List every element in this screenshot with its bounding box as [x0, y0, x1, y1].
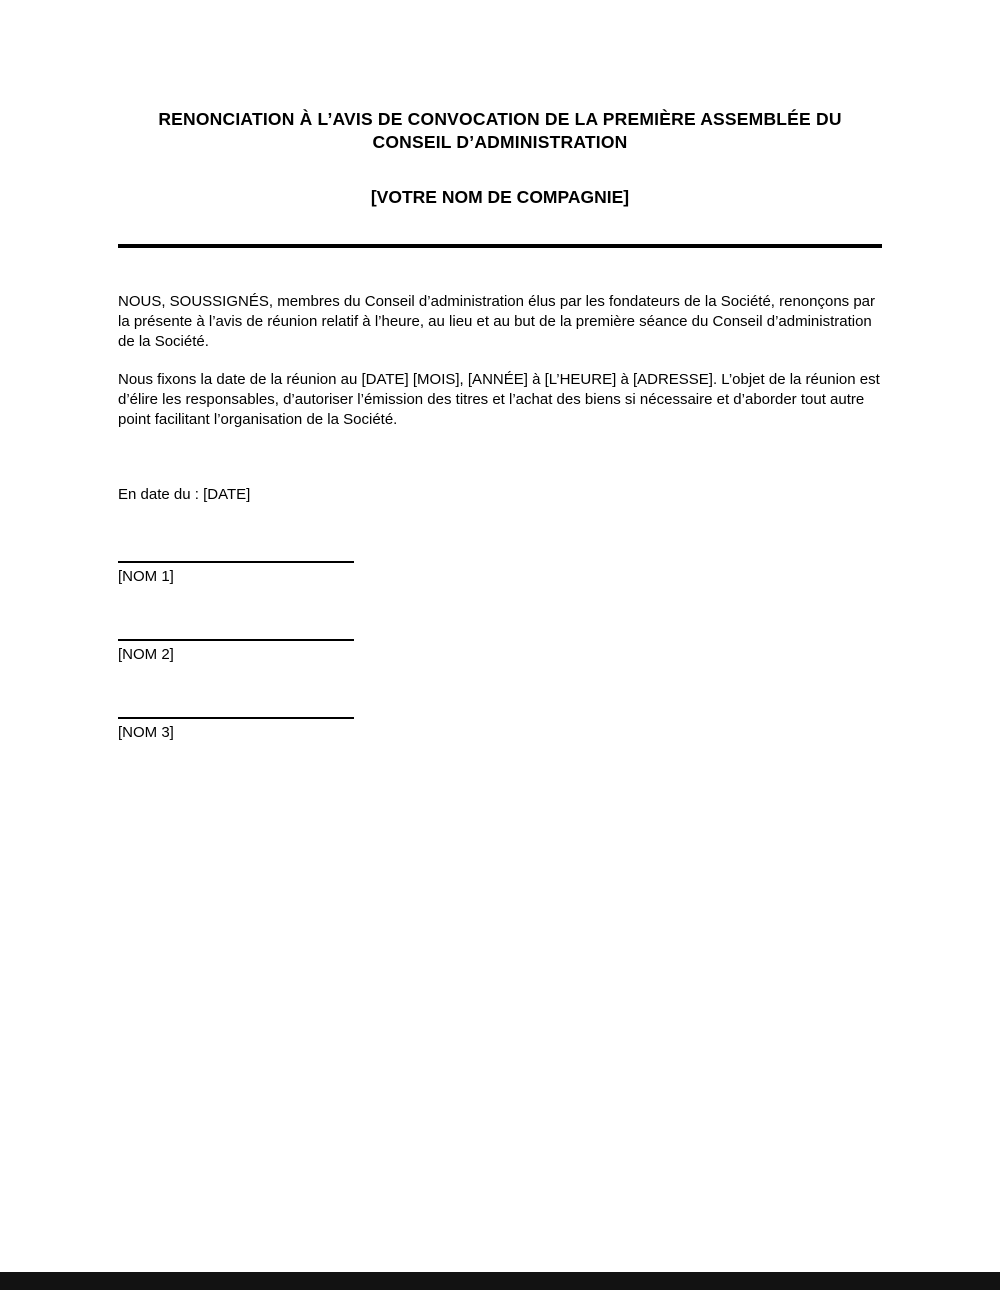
signature-name-label-1: [NOM 1] — [118, 567, 174, 585]
title-divider-rule — [118, 244, 882, 248]
signature-name-label-3: [NOM 3] — [118, 723, 174, 741]
company-name-placeholder: [VOTRE NOM DE COMPAGNIE] — [370, 187, 630, 208]
date-line: En date du : [DATE] — [118, 485, 251, 503]
signature-name-label-2: [NOM 2] — [118, 645, 174, 663]
signature-block-1 — [118, 561, 354, 585]
document-content — [118, 108, 882, 741]
signature-line-3 — [118, 717, 354, 719]
signature-line-1 — [118, 561, 354, 563]
paragraph-waiver-statement: NOUS, SOUSSIGNÉS, membres du Conseil d’administration élus par les fondateurs de la Société, renonçons par la présente à l’avis de réunion relatif à l’heure, au lieu et au but de la première séance du Conseil d’administration de la Société. — [118, 293, 876, 351]
signature-block-3 — [118, 717, 354, 741]
document-title: RENONCIATION À L’AVIS DE CONVOCATION DE LA PREMIÈRE ASSEMBLÉE DU CONSEIL D’ADMINISTRATION — [158, 109, 842, 153]
signature-block-2 — [118, 639, 354, 663]
paragraph-meeting-details: Nous fixons la date de la réunion au [DATE] [MOIS], [ANNÉE] à [L’HEURE] à [ADRESSE]. L’objet de la réunion est d’élire les responsables, d’autoriser l’émission des titres et l’achat des biens si nécessaire et d’aborder tout autre point facilitant l’organisation de la Société. — [118, 371, 880, 428]
page-bottom-edge — [0, 1272, 1000, 1290]
signature-line-2 — [118, 639, 354, 641]
